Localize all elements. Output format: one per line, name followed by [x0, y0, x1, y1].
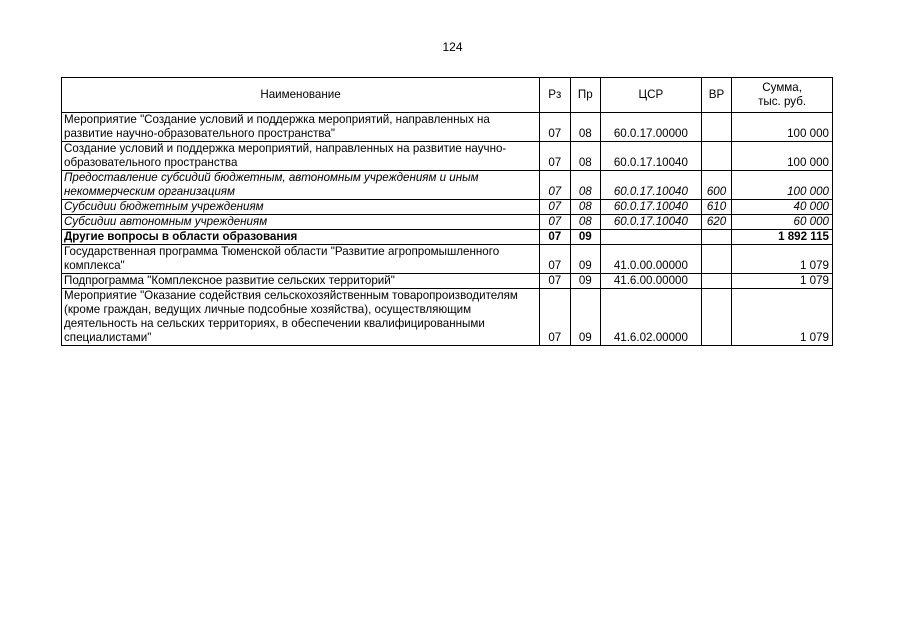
cell-name: Предоставление субсидий бюджетным, автономным учреждениям и иным некоммерческим организациям — [62, 171, 540, 200]
cell-name: Подпрограмма "Комплексное развитие сельских территорий" — [62, 274, 540, 289]
cell-csr: 41.0.00.00000 — [601, 245, 702, 274]
cell-rz: 07 — [540, 171, 571, 200]
header-sum — [732, 78, 833, 113]
cell-pr: 09 — [570, 274, 601, 289]
cell-csr: 60.0.17.00000 — [601, 113, 702, 142]
table-row — [62, 113, 833, 142]
cell-rz: 07 — [540, 113, 571, 142]
page-number: 124 — [442, 40, 463, 54]
header-pr: Пр — [570, 78, 601, 113]
cell-rz: 07 — [540, 200, 571, 215]
cell-pr: 09 — [570, 245, 601, 274]
table-row — [62, 289, 833, 346]
cell-pr: 09 — [570, 230, 601, 245]
cell-sum: 100 000 — [732, 171, 833, 200]
cell-sum: 100 000 — [732, 113, 833, 142]
cell-name: Государственная программа Тюменской области "Развитие агропромышленного комплекса" — [62, 245, 540, 274]
header-sum-line2: тыс. руб. — [758, 95, 807, 108]
cell-sum: 1 079 — [732, 245, 833, 274]
table-header-row — [62, 78, 833, 113]
cell-rz: 07 — [540, 289, 571, 346]
cell-name: Создание условий и поддержка мероприятий, направленных на развитие научно-образовательного пространства — [62, 142, 540, 171]
cell-name: Мероприятие "Создание условий и поддержка мероприятий, направленных на развитие научно-образовательного пространства" — [62, 113, 540, 142]
cell-rz: 07 — [540, 245, 571, 274]
cell-vr — [701, 113, 732, 142]
cell-name: Мероприятие "Оказание содействия сельскохозяйственным товаропроизводителям (кроме граждан, ведущих личные подсобные хозяйства), осуществляющим деятельность на сельских территориях, в обеспечении квалифицированными специалистами" — [62, 289, 540, 346]
cell-csr: 60.0.17.10040 — [601, 200, 702, 215]
table-row — [62, 215, 833, 230]
table-row — [62, 200, 833, 215]
table-body — [62, 113, 833, 346]
header-vr: ВР — [701, 78, 732, 113]
table-row — [62, 230, 833, 245]
header-sum-line1: Сумма, — [762, 81, 802, 94]
cell-sum: 40 000 — [732, 200, 833, 215]
cell-name: Другие вопросы в области образования — [62, 230, 540, 245]
cell-vr: 600 — [701, 171, 732, 200]
cell-pr: 08 — [570, 171, 601, 200]
cell-vr — [701, 142, 732, 171]
cell-name: Субсидии автономным учреждениям — [62, 215, 540, 230]
cell-vr — [701, 230, 732, 245]
cell-rz: 07 — [540, 215, 571, 230]
cell-vr: 610 — [701, 200, 732, 215]
table-row — [62, 142, 833, 171]
cell-pr: 08 — [570, 200, 601, 215]
cell-sum: 1 079 — [732, 289, 833, 346]
cell-vr — [701, 274, 732, 289]
header-name: Наименование — [62, 78, 540, 113]
cell-csr: 60.0.17.10040 — [601, 171, 702, 200]
table-row — [62, 274, 833, 289]
cell-pr: 08 — [570, 113, 601, 142]
table-row — [62, 171, 833, 200]
table-row — [62, 245, 833, 274]
cell-vr — [701, 245, 732, 274]
cell-sum: 100 000 — [732, 142, 833, 171]
cell-csr: 41.6.02.00000 — [601, 289, 702, 346]
cell-csr: 41.6.00.00000 — [601, 274, 702, 289]
header-rz: Рз — [540, 78, 571, 113]
cell-pr: 08 — [570, 142, 601, 171]
cell-sum: 1 079 — [732, 274, 833, 289]
cell-rz: 07 — [540, 274, 571, 289]
cell-rz: 07 — [540, 230, 571, 245]
cell-vr: 620 — [701, 215, 732, 230]
cell-csr: 60.0.17.10040 — [601, 215, 702, 230]
budget-table — [61, 77, 833, 346]
header-csr: ЦСР — [601, 78, 702, 113]
cell-name: Субсидии бюджетным учреждениям — [62, 200, 540, 215]
cell-pr: 09 — [570, 289, 601, 346]
cell-csr — [601, 230, 702, 245]
cell-vr — [701, 289, 732, 346]
cell-pr: 08 — [570, 215, 601, 230]
cell-rz: 07 — [540, 142, 571, 171]
cell-csr: 60.0.17.10040 — [601, 142, 702, 171]
cell-sum: 60 000 — [732, 215, 833, 230]
cell-sum: 1 892 115 — [732, 230, 833, 245]
